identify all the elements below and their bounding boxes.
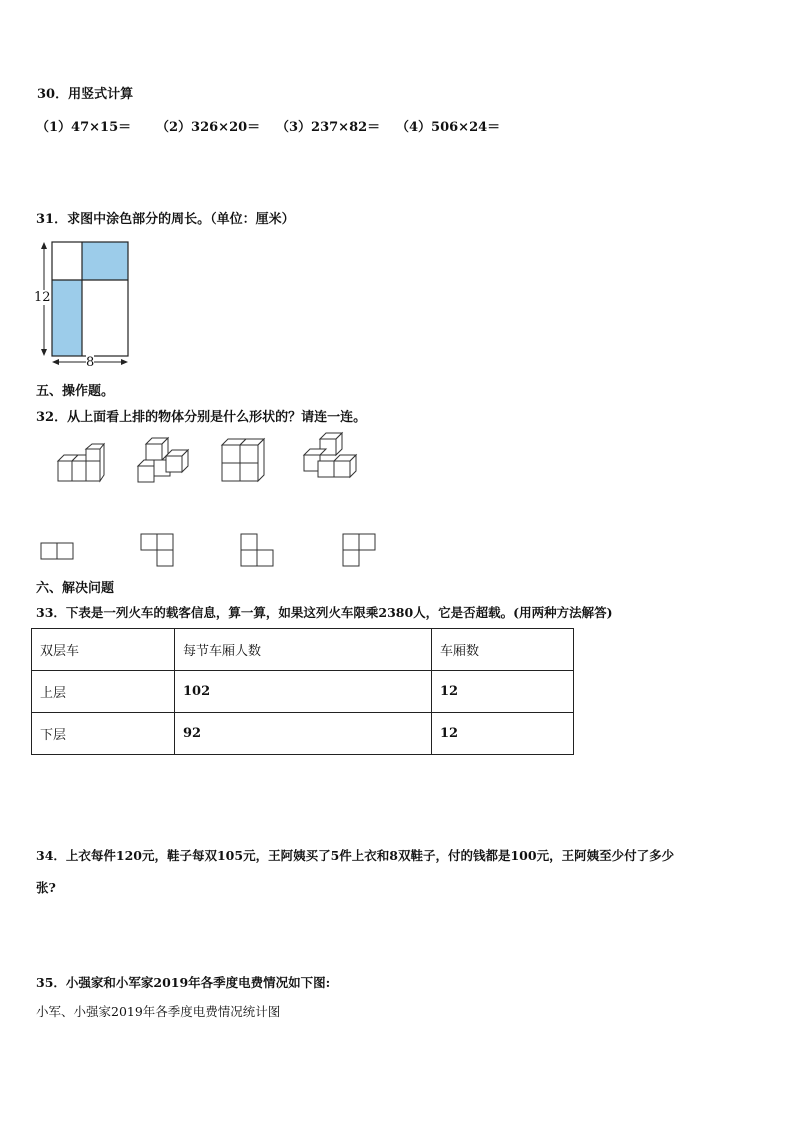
q33-title: 33．下表是一列火车的载客信息，算一算，如果这列火车限乘2380人，它是否超载。(用两种方法解答) [36, 605, 613, 620]
table-cell: 12 [432, 671, 574, 713]
cube-figure-3 [220, 437, 270, 485]
table-header-cell: 车厢数 [432, 629, 574, 671]
table-header-row [32, 629, 574, 671]
shaded-bottom-left [52, 280, 82, 356]
height-label: 12 [34, 290, 51, 305]
table-header-cell: 双层车 [32, 629, 175, 671]
passenger-table [31, 628, 574, 755]
width-arrow-left [52, 359, 59, 365]
height-arrow-top [41, 242, 47, 249]
width-label: 8 [86, 355, 95, 370]
width-arrow-right [121, 359, 128, 365]
q32-title: 32．从上面看上排的物体分别是什么形状的？请连一连。 [36, 410, 367, 425]
table-row [32, 671, 574, 713]
q30-title: 30．用竖式计算 [37, 87, 134, 102]
q34-line-2: 张? [36, 880, 56, 895]
q35-title: 35．小强家和小军家2019年各季度电费情况如下图: [36, 975, 331, 990]
q35-chart-title: 小军、小强家2019年各季度电费情况统计图 [36, 1004, 281, 1019]
table-cell: 92 [175, 713, 432, 755]
top-view-shape-2 [140, 533, 176, 569]
cube-figure-1 [56, 447, 106, 483]
section5-title: 五、操作题。 [36, 384, 115, 399]
table-cell: 上层 [32, 671, 175, 713]
q30-item-4: （4）506×24＝ [396, 120, 501, 135]
q30-item-2: （2）326×20＝ [156, 120, 261, 135]
q34-line-1: 34．上衣每件120元，鞋子每双105元，王阿姨买了5件上衣和8双鞋子，付的钱都是100元，王阿姨至少付了多少 [36, 848, 675, 863]
table-cell: 下层 [32, 713, 175, 755]
q30-item-3: （3）237×82＝ [276, 120, 381, 135]
table-cell: 102 [175, 671, 432, 713]
section6-title: 六、解决问题 [36, 581, 115, 596]
top-view-shape-1 [40, 542, 76, 560]
cube-figure-2 [136, 436, 190, 486]
top-view-shape-4 [342, 533, 378, 569]
table-row [32, 713, 574, 755]
table-cell: 12 [432, 713, 574, 755]
top-view-shape-3 [240, 533, 276, 569]
shaded-top-right [82, 242, 128, 280]
q31-title: 31．求图中涂色部分的周长。（单位：厘米） [36, 212, 295, 227]
table-header-cell: 每节车厢人数 [175, 629, 432, 671]
height-arrow-bottom [41, 349, 47, 356]
cube-figure-4 [300, 431, 360, 485]
q30-item-1: （1）47×15＝ [36, 120, 132, 135]
